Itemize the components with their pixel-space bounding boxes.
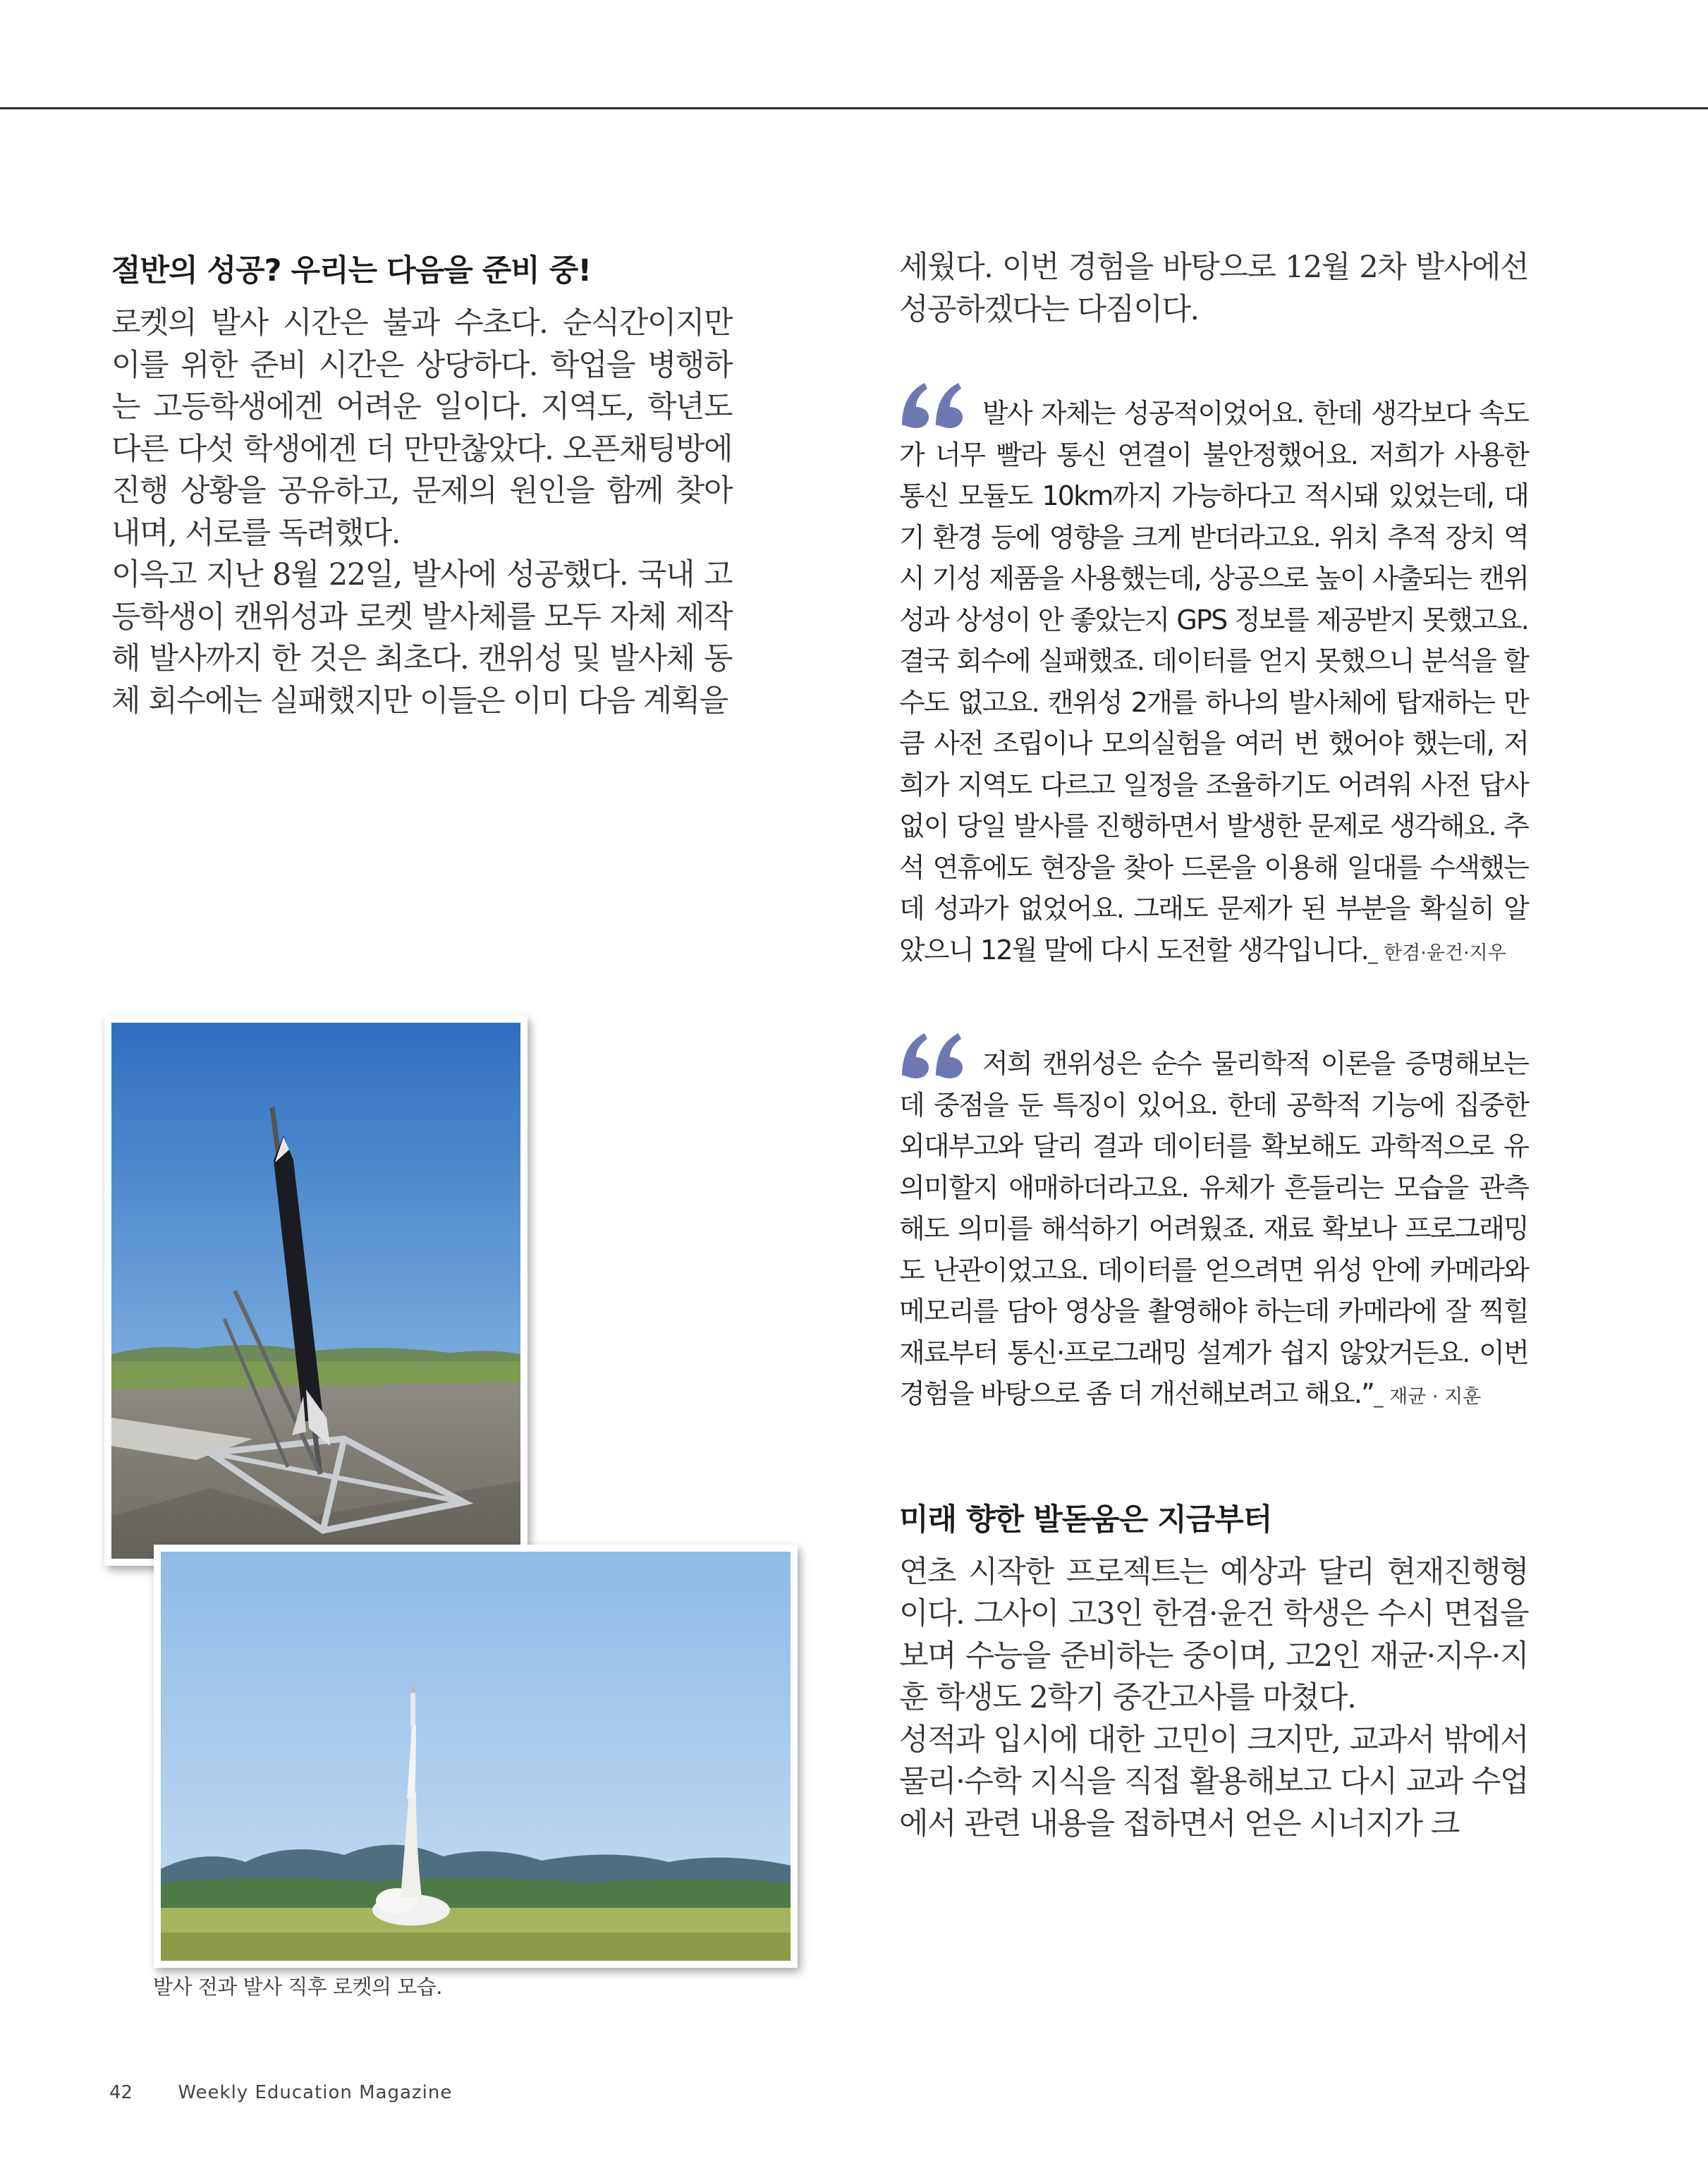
body-paragraph: 로켓의 발사 시간은 불과 수초다. 순식간이지만 이를 위한 준비 시간은 상당하다. 학업을 병행하는 고등학생에겐 어려운 일이다. 지역도, 학년도 다른 다섯 학생에겐 더 만만찮았다. 오픈채팅방에 진행 상황을 공유하고, 문제의 원인을 함께 찾아내며, 서로를 독려했다. [111, 305, 732, 551]
quote-block [899, 1043, 1528, 1418]
quote-mark-icon [899, 380, 966, 430]
page-number: 42 [109, 2082, 133, 2103]
right-column [899, 247, 1528, 1845]
quote-attribution: _ 재균 · 지훈 [1374, 1386, 1482, 1408]
photo-caption: 발사 전과 발사 직후 로켓의 모습. [153, 1975, 442, 1999]
quote-block [899, 393, 1528, 974]
body-paragraph: 이윽고 지난 8월 22일, 발사에 성공했다. 국내 고등학생이 캔위성과 로켓 발사체를 모두 자체 제작해 발사까지 한 것은 최초다. 캔위성 및 발사체 동체 회수에는 실패했지만 이들은 이미 다음 계획을 [111, 557, 732, 719]
body-paragraph: 성적과 입시에 대한 고민이 크지만, 교과서 밖에서 물리·수학 지식을 직접 활용해보고 다시 교과 수업에서 관련 내용을 접하면서 얻은 시너지가 크 [899, 1722, 1528, 1842]
quote-mark-icon [899, 1030, 966, 1080]
left-column [111, 247, 732, 722]
magazine-name: Weekly Education Magazine [178, 2082, 453, 2103]
quote-attribution: _ 한겸·윤건·지우 [1367, 942, 1506, 964]
quote-text: 저희 캔위성은 순수 물리학적 이론을 증명해보는 데 중점을 둔 특징이 있어요. 한데 공학적 기능에 집중한 외대부고와 달리 결과 데이터를 확보해도 과학적으로 유의미할지 애매하더라고요. 유체가 흔들리는 모습을 관측해도 의미를 해석하기 어려웠죠. 재료 확보나 프로그래밍도 난관이었고요. 데이터를 얻으려면 위성 안에 카메라와 메모리를 담아 영상을 촬영해야 하는데 카메라에 잘 찍힐 재료부터 통신·프로그래밍 설계가 쉽지 않았거든요. 이번 경험을 바탕으로 좀 더 개선해보려고 해요.” [899, 1048, 1528, 1409]
photo-rocket-liftoff [154, 1545, 798, 1968]
page-footer [109, 2082, 452, 2103]
quote-text: 발사 자체는 성공적이었어요. 한데 생각보다 속도가 너무 빨라 통신 연결이 불안정했어요. 저희가 사용한 통신 모듈도 10km까지 가능하다고 적시돼 있었는데, 대기 환경 등에 영향을 크게 받더라고요. 위치 추적 장치 역시 기성 제품을 사용했는데, 상공으로 높이 사출되는 캔위성과 상성이 안 좋았는지 GPS 정보를 제공받지 못했고요. 결국 회수에 실패했죠. 데이터를 얻지 못했으니 분석을 할 수도 없고요. 캔위성 2개를 하나의 발사체에 탑재하는 만큼 사전 조립이나 모의실험을 여러 번 했어야 했는데, 저희가 지역도 다르고 일정을 조율하기도 어려워 사전 답사 없이 당일 발사를 진행하면서 발생한 문제로 생각해요. 추석 연휴에도 현장을 찾아 드론을 이용해 일대를 수색했는데 성과가 없었어요. 그래도 문제가 된 부분을 확실히 알았으니 12월 말에 다시 도전할 생각입니다. [899, 398, 1528, 966]
section-heading: 절반의 성공? 우리는 다음을 준비 중! [111, 253, 591, 288]
header-rule [0, 107, 1708, 109]
body-paragraph: 세웠다. 이번 경험을 바탕으로 12월 2차 발사에선 성공하겠다는 다짐이다. [899, 250, 1528, 327]
body-paragraph: 연초 시작한 프로젝트는 예상과 달리 현재진행형이다. 그사이 고3인 한겸·윤건 학생은 수시 면접을 보며 수능을 준비하는 중이며, 고2인 재균·지우·지훈 학생도 2학기 중간고사를 마쳤다. [899, 1554, 1528, 1715]
photo-rocket-prelaunch [104, 1016, 527, 1566]
section-heading: 미래 향한 발돋움은 지금부터 [899, 1502, 1272, 1538]
